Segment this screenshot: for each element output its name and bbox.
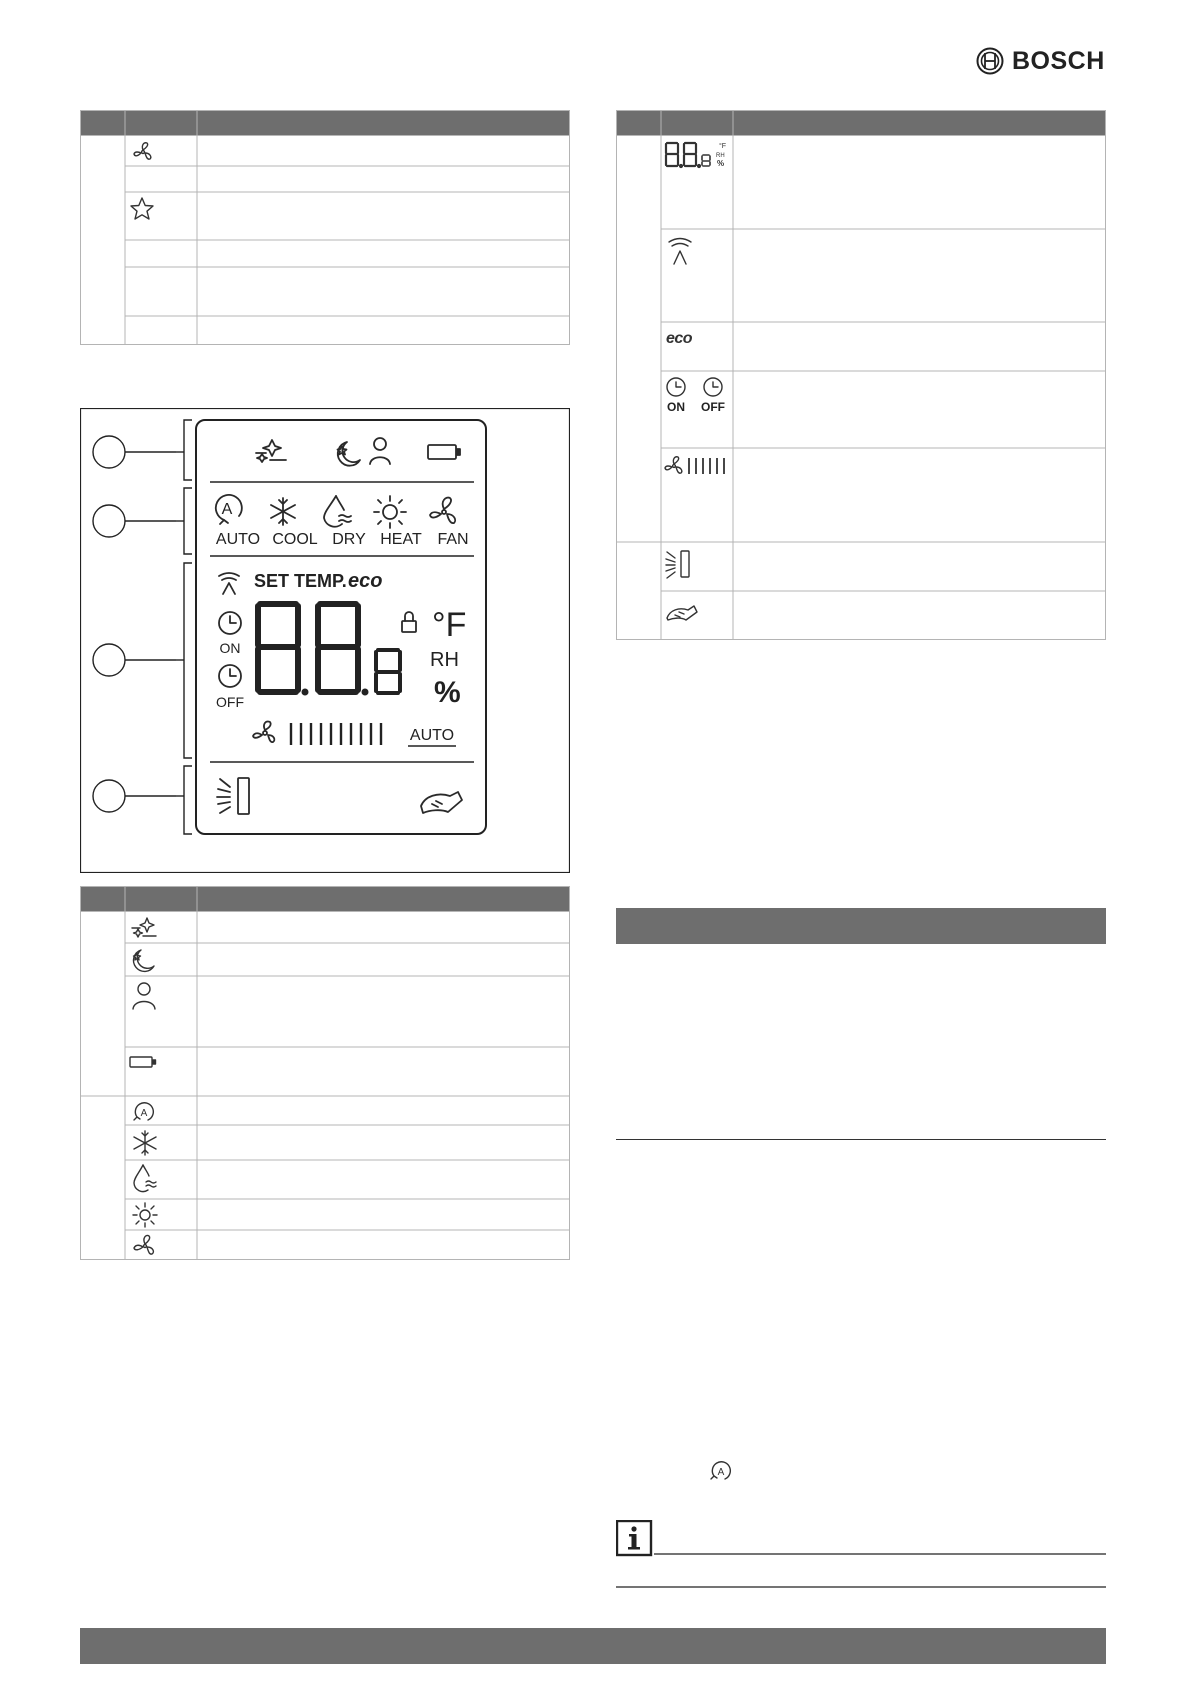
lcd-fan-speed-fan-icon (253, 721, 274, 742)
mode-label-heat: HEAT (380, 531, 422, 548)
bottom-left-table (80, 886, 570, 1260)
right-table (616, 110, 1106, 640)
timer-on-label: ON (219, 640, 241, 656)
battery-icon (128, 1054, 158, 1070)
svg-text:A: A (717, 1467, 725, 1478)
timer-off-label: OFF (216, 694, 244, 710)
lcd-follow-me-icon (421, 792, 462, 813)
info-note (616, 1520, 1106, 1590)
lcd-small-digit (376, 650, 400, 693)
section-header-bar (616, 908, 1106, 944)
top-left-table (80, 110, 570, 345)
lcd-fan-icon (430, 498, 455, 524)
mode-label-fan: FAN (437, 531, 469, 548)
auto-mode-icon (131, 1100, 157, 1124)
svg-text:A: A (221, 501, 233, 518)
temperature-digits-icon (664, 140, 728, 170)
eco-label: eco (348, 570, 383, 592)
star-icon (128, 196, 156, 222)
sleep-icon (130, 946, 158, 974)
set-temp-label: SET TEMP. (254, 571, 347, 591)
lcd-sparkle-icon (256, 440, 286, 462)
mode-label-auto: AUTO (215, 531, 261, 548)
mode-label-cool: COOL (272, 531, 318, 548)
lcd-battery-icon (428, 445, 460, 459)
drop-icon (131, 1163, 161, 1195)
lcd-timer-on-icon (219, 612, 241, 634)
lcd-dry-icon (324, 496, 351, 527)
brand-name: BOSCH (1012, 47, 1105, 75)
lcd-figure (80, 408, 570, 873)
signal-icon (666, 234, 694, 268)
fan-auto-label: AUTO (409, 727, 455, 744)
lcd-sleep-icon (338, 442, 361, 466)
timer-off-text: OFF (701, 400, 725, 414)
fan-icon (130, 140, 156, 164)
eco-icon: eco (666, 330, 693, 347)
rh-label: RH (430, 649, 459, 671)
svg-text:A: A (140, 1108, 148, 1119)
follow-me-icon (664, 600, 698, 624)
lcd-timer-off-icon (219, 665, 241, 687)
svg-text:°F: °F (719, 143, 727, 150)
sparkle-icon (129, 915, 159, 941)
divider (616, 1139, 1106, 1140)
lcd-lock-icon (402, 612, 416, 632)
auto-mode-icon (708, 1459, 734, 1483)
fan-speed-icon (664, 454, 732, 478)
svg-text:RH: RH (716, 153, 725, 159)
svg-text:%: % (717, 159, 725, 168)
lcd-fan-speed-bars (291, 723, 381, 745)
footer-bar (80, 1628, 1106, 1664)
lcd-heat-icon (374, 496, 406, 528)
sun-icon (131, 1201, 159, 1229)
fan-icon (131, 1232, 159, 1260)
timer-icon (664, 376, 732, 416)
timer-on-text: ON (667, 400, 685, 414)
snowflake-icon (131, 1129, 159, 1157)
lcd-digits (258, 598, 369, 696)
lcd-swing-icon (217, 778, 249, 814)
lcd-person-icon (370, 438, 390, 464)
swing-icon (664, 547, 698, 581)
lcd-auto-icon (216, 495, 242, 524)
mode-label-dry: DRY (332, 531, 366, 548)
person-icon (130, 980, 158, 1012)
lcd-cool-icon (271, 498, 295, 525)
lcd-signal-icon (219, 573, 239, 594)
bosch-logo (976, 44, 1106, 78)
percent-label: % (434, 676, 461, 709)
unit-f-label: °F (432, 606, 467, 644)
